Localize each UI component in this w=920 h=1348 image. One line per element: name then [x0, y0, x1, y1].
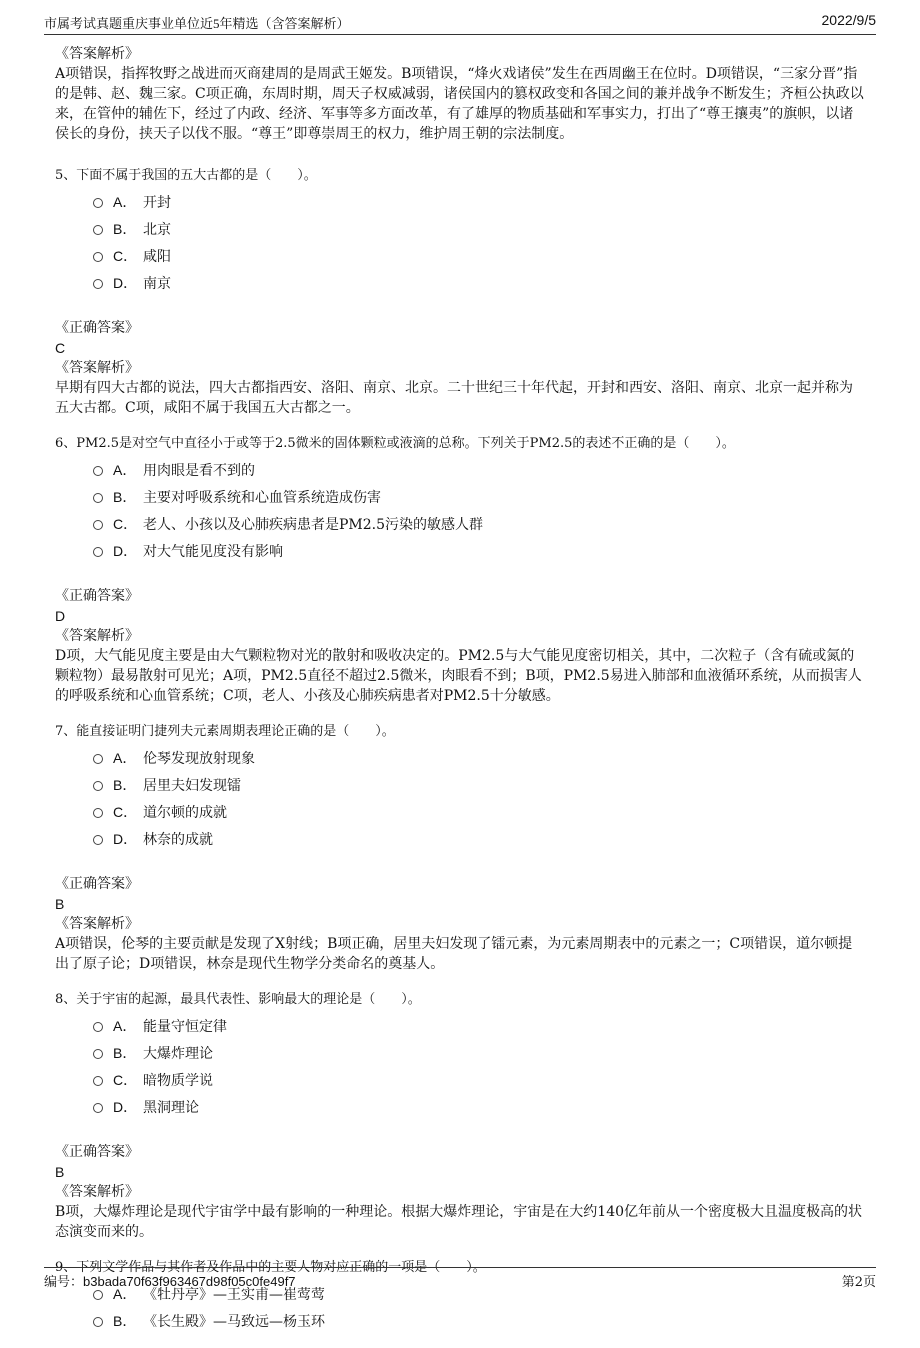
answer-value: C	[55, 340, 66, 356]
option-key: C．	[113, 1071, 138, 1088]
option-row[interactable]	[93, 483, 865, 510]
question-item	[55, 722, 865, 990]
answer-block	[55, 586, 865, 706]
option-text: 南京	[143, 275, 171, 292]
option-text: 用肉眼是看不到的	[143, 462, 255, 479]
question-stem: 8、关于宇宙的起源，最具代表性、影响最大的理论是（ ）。	[55, 992, 421, 1007]
radio-icon[interactable]	[93, 1076, 103, 1086]
answer-block	[55, 1142, 865, 1242]
option-key: B．	[113, 220, 137, 237]
option-text: 对大气能见度没有影响	[143, 543, 283, 560]
page-number: 第2页	[841, 1275, 876, 1290]
option-row[interactable]	[93, 1066, 865, 1093]
analysis-tag: 《答案解析》	[55, 916, 139, 932]
option-key: A．	[113, 193, 137, 210]
radio-icon[interactable]	[93, 1317, 103, 1327]
answer-block	[55, 318, 865, 418]
option-key: B．	[113, 488, 137, 505]
radio-icon[interactable]	[93, 835, 103, 845]
option-text: 主要对呼吸系统和心血管系统造成伤害	[143, 489, 381, 506]
question-item	[55, 166, 865, 434]
option-row[interactable]	[93, 456, 865, 483]
document-date: 2022/9/5	[821, 12, 876, 28]
radio-icon[interactable]	[93, 225, 103, 235]
answer-value: B	[55, 896, 65, 912]
option-key: D．	[113, 274, 138, 291]
radio-icon[interactable]	[93, 781, 103, 791]
option-text: 老人、小孩以及心肺疾病患者是PM2.5污染的敏感人群	[143, 516, 484, 533]
document-title: 市属考试真题重庆事业单位近5年精选（含答案解析）	[44, 16, 350, 31]
option-row[interactable]	[93, 1039, 865, 1066]
answer-value: B	[55, 1164, 65, 1180]
option-text: 黑洞理论	[143, 1099, 199, 1116]
radio-icon[interactable]	[93, 1049, 103, 1059]
radio-icon[interactable]	[93, 252, 103, 262]
option-text: 开封	[143, 194, 171, 211]
radio-icon[interactable]	[93, 493, 103, 503]
question-stem: 7、能直接证明门捷列夫元素周期表理论正确的是（ ）。	[55, 724, 395, 739]
option-row[interactable]	[93, 537, 865, 564]
page-footer	[44, 1267, 876, 1288]
option-row[interactable]	[93, 510, 865, 537]
analysis-block	[55, 44, 865, 144]
option-text: 《牡丹亭》—王实甫—崔莺莺	[143, 1286, 325, 1303]
analysis-text: A项错误，指挥牧野之战进而灭商建周的是周武王姬发。B项错误，“烽火戏诸侯”发生在西周幽王在位时。D项错误，“三家分晋”指的是韩、赵、魏三家。C项正确，东周时期，周天子权威减弱，诸侯国内的篡权政变和各国之间的兼并战争不断发生；齐桓公执政以来，在管仲的辅佐下，经过了内政、经济、军事等多方面改革，有了雄厚的物质基础和军事实力，打出了“尊王攘夷”的旗帜，以诸侯长的身份，挟天子以伐不服。“尊王”即尊崇周王的权力，维护周王朝的宗法制度。	[55, 66, 864, 142]
option-key: B．	[113, 776, 137, 793]
option-key: D．	[113, 542, 138, 559]
option-key: D．	[113, 830, 138, 847]
document-code: 编号：b3bada70f63f963467d98f05c0fe49f7	[44, 1274, 296, 1289]
option-text: 伦琴发现放射现象	[143, 750, 255, 767]
question-list	[55, 166, 865, 1334]
option-list	[93, 456, 865, 564]
analysis-text: A项错误，伦琴的主要贡献是发现了X射线；B项正确，居里夫妇发现了镭元素，为元素周期表中的元素之一；C项错误，道尔顿提出了原子论；D项错误，林奈是现代生物学分类命名的奠基人。	[55, 936, 853, 972]
option-key: A．	[113, 1285, 137, 1302]
option-text: 《长生殿》—马致远—杨玉环	[143, 1313, 325, 1330]
analysis-tag: 《答案解析》	[55, 628, 139, 644]
option-key: A．	[113, 461, 137, 478]
radio-icon[interactable]	[93, 808, 103, 818]
option-key: A．	[113, 749, 137, 766]
option-key: C．	[113, 803, 138, 820]
option-row[interactable]	[93, 242, 865, 269]
analysis-tag: 《答案解析》	[55, 360, 139, 376]
answer-tag: 《正确答案》	[55, 1144, 139, 1160]
option-text: 林奈的成就	[143, 831, 213, 848]
option-list	[93, 188, 865, 296]
option-text: 居里夫妇发现镭	[143, 777, 241, 794]
answer-tag: 《正确答案》	[55, 588, 139, 604]
option-key: C．	[113, 515, 138, 532]
option-row[interactable]	[93, 1307, 865, 1334]
question-stem: 6、PM2.5是对空气中直径小于或等于2.5微米的固体颗粒或液滴的总称。下列关于PM2.5的表述不正确的是（ ）。	[55, 436, 735, 451]
option-text: 能量守恒定律	[143, 1018, 227, 1035]
option-row[interactable]	[93, 798, 865, 825]
option-text: 咸阳	[143, 248, 171, 265]
option-list	[93, 1012, 865, 1120]
page-content	[55, 44, 865, 1348]
radio-icon[interactable]	[93, 279, 103, 289]
option-key: D．	[113, 1098, 138, 1115]
radio-icon[interactable]	[93, 1022, 103, 1032]
option-row[interactable]	[93, 215, 865, 242]
question-item	[55, 434, 865, 722]
radio-icon[interactable]	[93, 1103, 103, 1113]
option-text: 暗物质学说	[143, 1072, 213, 1089]
option-key: B．	[113, 1312, 137, 1329]
radio-icon[interactable]	[93, 520, 103, 530]
question-stem: 5、下面不属于我国的五大古都的是（ ）。	[55, 168, 317, 183]
option-key: A．	[113, 1017, 137, 1034]
option-row[interactable]	[93, 771, 865, 798]
option-text: 大爆炸理论	[143, 1045, 213, 1062]
option-key: C．	[113, 247, 138, 264]
page-header	[44, 10, 876, 35]
analysis-tag: 《答案解析》	[55, 1184, 139, 1200]
answer-tag: 《正确答案》	[55, 876, 139, 892]
question-item	[55, 990, 865, 1258]
analysis-text: B项，大爆炸理论是现代宇宙学中最有影响的一种理论。根据大爆炸理论，宇宙是在大约140亿年前从一个密度极大且温度极高的状态演变而来的。	[55, 1204, 863, 1240]
option-row[interactable]	[93, 744, 865, 771]
analysis-text: D项，大气能见度主要是由大气颗粒物对光的散射和吸收决定的。PM2.5与大气能见度密切相关，其中，二次粒子（含有硫或氮的颗粒物）最易散射可见光；A项，PM2.5直径不超过2.5微米，肉眼看不到；B项，PM2.5易进入肺部和血液循环系统，从而损害人的呼吸系统和心血管系统；C项，老人、小孩及心肺疾病患者对PM2.5十分敏感。	[55, 648, 862, 704]
radio-icon[interactable]	[93, 754, 103, 764]
answer-tag: 《正确答案》	[55, 320, 139, 336]
option-row[interactable]	[93, 188, 865, 215]
option-row[interactable]	[93, 1012, 865, 1039]
radio-icon[interactable]	[93, 198, 103, 208]
option-list	[93, 744, 865, 852]
answer-value: D	[55, 608, 66, 624]
option-text: 北京	[143, 221, 171, 238]
radio-icon[interactable]	[93, 466, 103, 476]
option-row[interactable]	[93, 269, 865, 296]
analysis-tag: 《答案解析》	[55, 46, 139, 62]
option-key: B．	[113, 1044, 137, 1061]
analysis-text: 早期有四大古都的说法，四大古都指西安、洛阳、南京、北京。二十世纪三十年代起，开封和西安、洛阳、南京、北京一起并称为五大古都。C项，咸阳不属于我国五大古都之一。	[55, 380, 853, 416]
option-row[interactable]	[93, 1093, 865, 1120]
option-text: 道尔顿的成就	[143, 804, 227, 821]
question-stem: 9、下列文学作品与其作者及作品中的主要人物对应正确的一项是（ ）。	[55, 1260, 486, 1275]
option-row[interactable]	[93, 825, 865, 852]
radio-icon[interactable]	[93, 547, 103, 557]
answer-block	[55, 874, 865, 974]
radio-icon[interactable]	[93, 1290, 103, 1300]
